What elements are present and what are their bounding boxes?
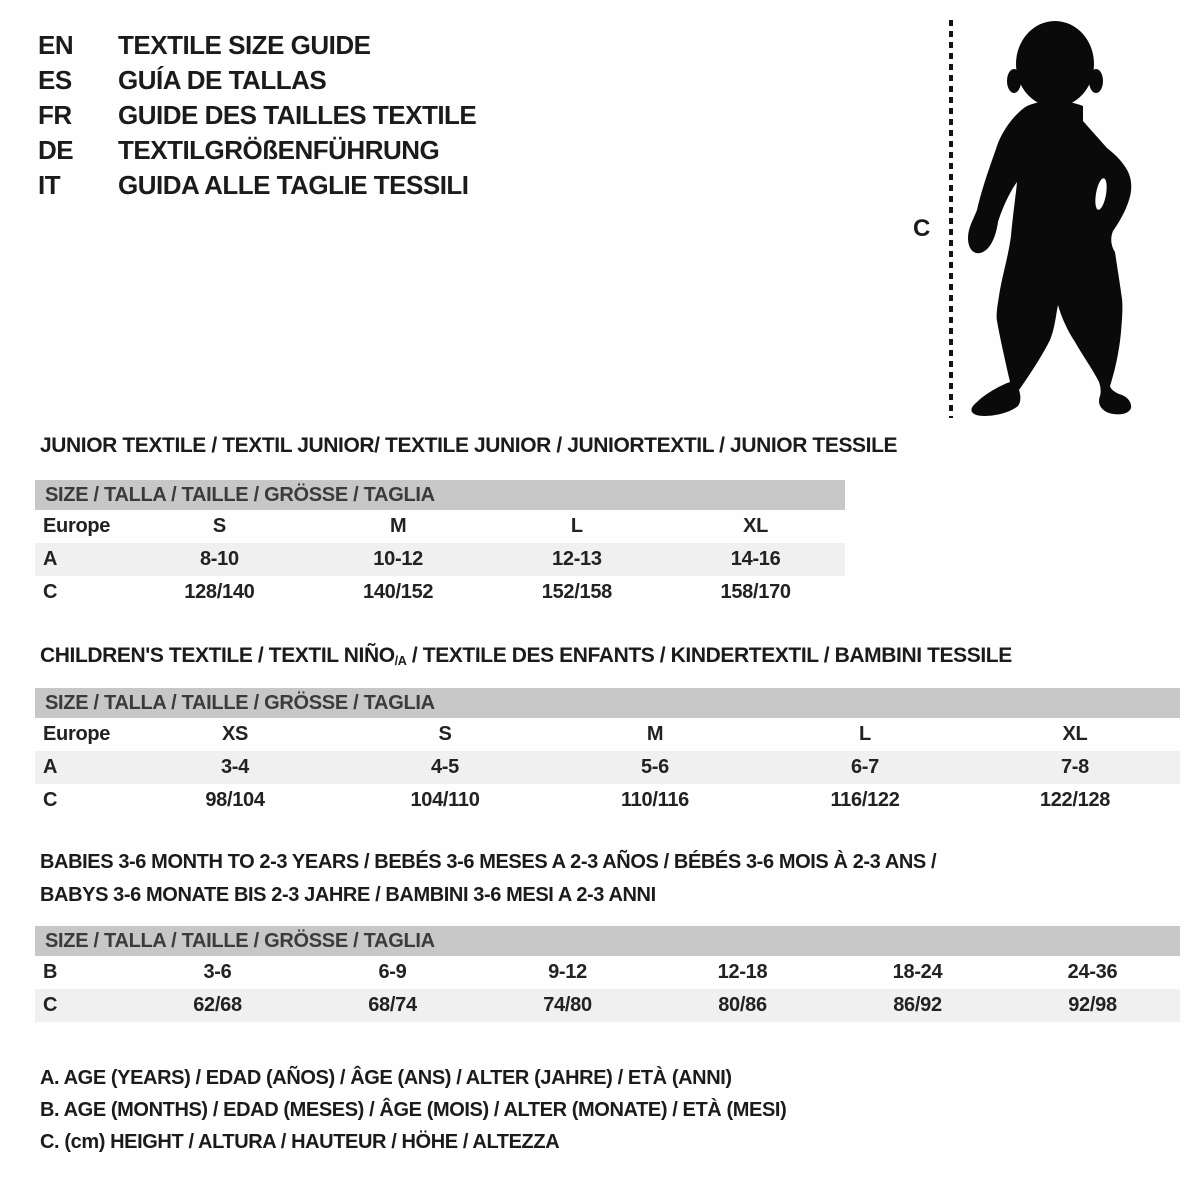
measurement-legend bbox=[40, 1062, 786, 1158]
size-cell: 14-16 bbox=[666, 543, 845, 576]
size-cell: 7-8 bbox=[970, 751, 1180, 784]
silhouette-head bbox=[1016, 21, 1094, 107]
legend-line-a: A. AGE (YEARS) / EDAD (AÑOS) / ÂGE (ANS) / ALTER (JAHRE) / ETÀ (ANNI) bbox=[40, 1067, 732, 1089]
height-measure-label: C bbox=[913, 215, 930, 242]
size-cell: L bbox=[859, 723, 871, 745]
language-code: FR bbox=[38, 100, 72, 130]
legend-line-b: B. AGE (MONTHS) / EDAD (MESES) / ÂGE (MOIS) / ALTER (MONATE) / ETÀ (MESI) bbox=[40, 1099, 787, 1121]
junior-size-table bbox=[35, 480, 845, 609]
size-cell: S bbox=[212, 515, 226, 537]
children-section-title bbox=[40, 644, 1012, 668]
size-cell: 98/104 bbox=[205, 789, 265, 811]
language-title: TEXTILGRÖßENFÜHRUNG bbox=[118, 135, 440, 165]
table-row bbox=[35, 956, 1180, 989]
size-cell: 6-9 bbox=[378, 961, 407, 983]
language-list bbox=[38, 28, 476, 203]
silhouette-body bbox=[968, 101, 1131, 416]
language-title: GUIDA ALLE TAGLIE TESSILI bbox=[118, 170, 469, 200]
babies-title-line1: BABIES 3-6 MONTH TO 2-3 YEARS / BEBÉS 3-6 MESES A 2-3 AÑOS / BÉBÉS 3-6 MOIS À 2-3 ANS / bbox=[40, 851, 937, 873]
language-code: IT bbox=[38, 170, 61, 200]
row-label: Europe bbox=[43, 515, 111, 537]
table-header-row bbox=[35, 926, 1180, 956]
size-cell: 116/122 bbox=[830, 789, 900, 811]
children-size-table bbox=[35, 688, 1180, 817]
list-item bbox=[38, 28, 476, 63]
silhouette-ear-left bbox=[1007, 69, 1021, 93]
table-row bbox=[35, 718, 1180, 751]
row-label: Europe bbox=[43, 723, 111, 745]
size-cell: 12-13 bbox=[488, 543, 667, 576]
babies-size-table bbox=[35, 926, 1180, 1022]
table-header-row bbox=[35, 480, 845, 510]
table-row bbox=[35, 784, 1180, 817]
size-cell: 8-10 bbox=[130, 543, 309, 576]
size-cell: 62/68 bbox=[130, 989, 305, 1022]
language-code: ES bbox=[38, 65, 72, 95]
size-cell: 140/152 bbox=[363, 581, 434, 603]
size-cell: XL bbox=[1062, 723, 1088, 745]
table-header-row bbox=[35, 688, 1180, 718]
size-cell: 6-7 bbox=[760, 751, 970, 784]
silhouette-ear-right bbox=[1089, 69, 1103, 93]
size-header-bar: SIZE / TALLA / TAILLE / GRÖSSE / TAGLIA bbox=[35, 926, 1180, 956]
list-item bbox=[38, 98, 476, 133]
size-cell: M bbox=[646, 723, 664, 745]
size-cell: XL bbox=[743, 515, 769, 537]
row-label: C bbox=[35, 989, 130, 1022]
row-label: B bbox=[43, 961, 58, 983]
size-cell: L bbox=[570, 515, 583, 537]
table-row bbox=[35, 576, 845, 609]
size-cell: XS bbox=[221, 723, 249, 745]
size-cell: M bbox=[389, 515, 407, 537]
list-item bbox=[38, 168, 476, 203]
size-cell: 68/74 bbox=[305, 989, 480, 1022]
babies-section-title bbox=[40, 846, 936, 912]
table-row bbox=[35, 751, 1180, 784]
children-title-suffix: / TEXTILE DES ENFANTS / KINDERTEXTIL / BAMBINI TESSILE bbox=[406, 644, 1012, 667]
children-title-subscript: /A bbox=[394, 654, 407, 669]
legend-line-c: C. (cm) HEIGHT / ALTURA / HAUTEUR / HÖHE / ALTEZZA bbox=[40, 1131, 560, 1153]
size-cell: 128/140 bbox=[184, 581, 255, 603]
size-cell: 152/158 bbox=[541, 581, 612, 603]
row-label: A bbox=[35, 543, 130, 576]
size-cell: 158/170 bbox=[720, 581, 791, 603]
children-title-prefix: CHILDREN'S TEXTILE / TEXTIL NIÑO bbox=[40, 644, 395, 667]
row-label: C bbox=[43, 789, 58, 811]
table-row bbox=[35, 543, 845, 576]
list-item bbox=[38, 63, 476, 98]
size-cell: 12-18 bbox=[717, 961, 768, 983]
size-cell: 5-6 bbox=[550, 751, 760, 784]
toddler-silhouette-icon bbox=[955, 14, 1135, 420]
size-cell: 18-24 bbox=[892, 961, 943, 983]
size-cell: 104/110 bbox=[410, 789, 480, 811]
list-item bbox=[38, 133, 476, 168]
size-cell: 10-12 bbox=[309, 543, 488, 576]
size-cell: 86/92 bbox=[830, 989, 1005, 1022]
size-cell: 9-12 bbox=[548, 961, 587, 983]
language-title: GUIDE DES TAILLES TEXTILE bbox=[118, 100, 477, 130]
junior-section-title: JUNIOR TEXTILE / TEXTIL JUNIOR/ TEXTILE JUNIOR / JUNIORTEXTIL / JUNIOR TESSILE bbox=[40, 434, 898, 457]
size-cell: 24-36 bbox=[1067, 961, 1118, 983]
language-title: TEXTILE SIZE GUIDE bbox=[118, 30, 371, 60]
size-cell: S bbox=[438, 723, 452, 745]
size-cell: 3-4 bbox=[130, 751, 340, 784]
row-label: A bbox=[35, 751, 130, 784]
size-header-bar: SIZE / TALLA / TAILLE / GRÖSSE / TAGLIA bbox=[35, 480, 845, 510]
babies-title-line2: BABYS 3-6 MONATE BIS 2-3 JAHRE / BAMBINI 3-6 MESI A 2-3 ANNI bbox=[40, 884, 656, 906]
table-row bbox=[35, 989, 1180, 1022]
language-code: EN bbox=[38, 30, 74, 60]
size-cell: 80/86 bbox=[655, 989, 830, 1022]
language-code: DE bbox=[38, 135, 74, 165]
size-cell: 4-5 bbox=[340, 751, 550, 784]
table-row bbox=[35, 510, 845, 543]
height-measure-dashed-line bbox=[949, 20, 953, 418]
language-title: GUÍA DE TALLAS bbox=[118, 65, 327, 95]
size-header-bar: SIZE / TALLA / TAILLE / GRÖSSE / TAGLIA bbox=[35, 688, 1180, 718]
size-cell: 3-6 bbox=[203, 961, 232, 983]
size-cell: 92/98 bbox=[1005, 989, 1180, 1022]
row-label: C bbox=[43, 581, 58, 603]
size-cell: 74/80 bbox=[480, 989, 655, 1022]
size-cell: 110/116 bbox=[621, 789, 689, 811]
size-cell: 122/128 bbox=[1039, 789, 1111, 811]
